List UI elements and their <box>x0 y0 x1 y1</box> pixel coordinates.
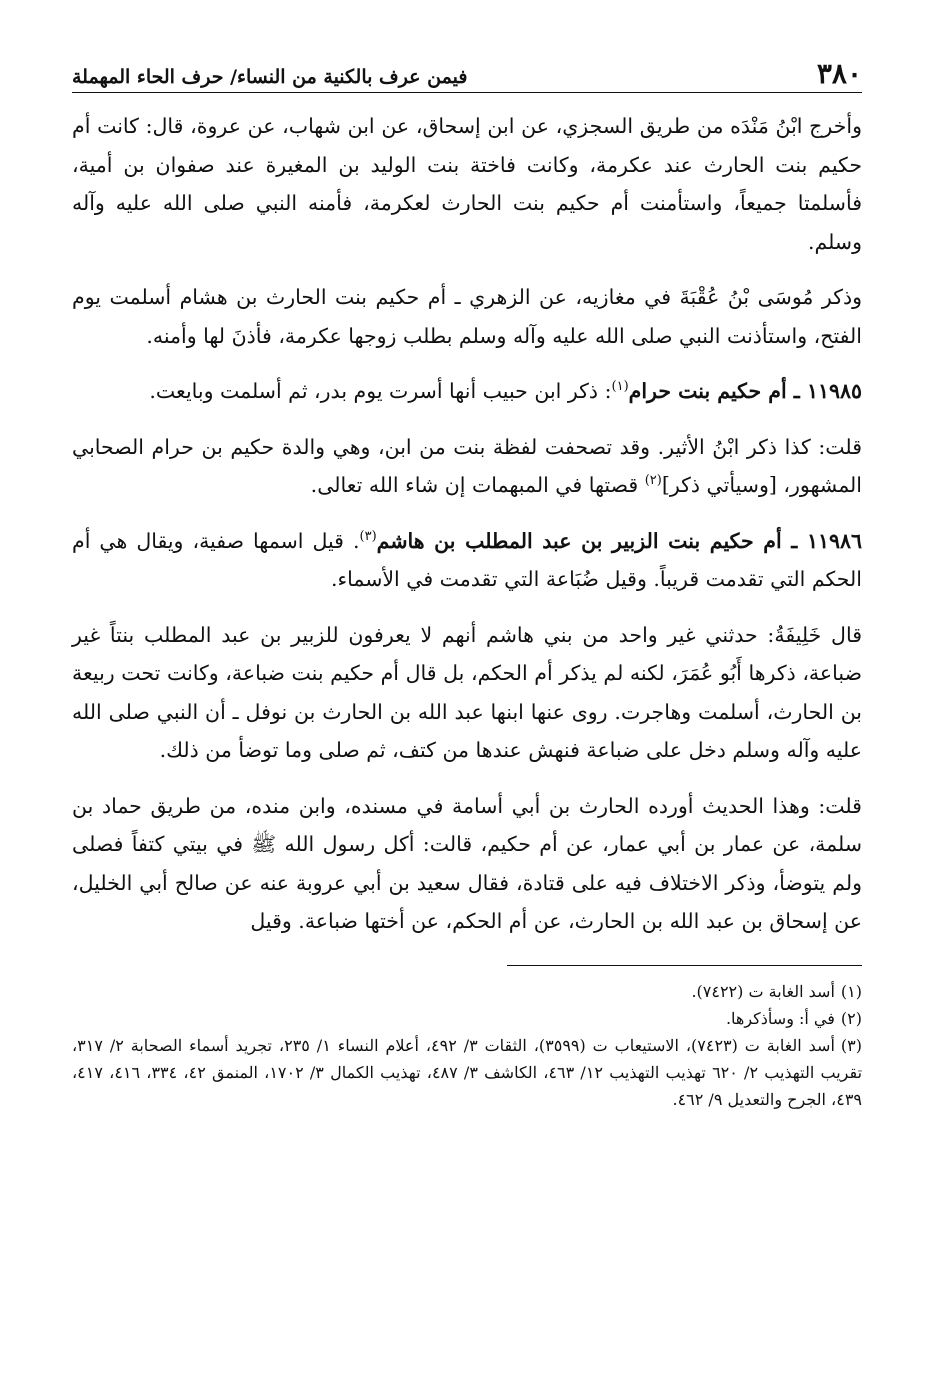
footnote-text: أسد الغابة ت (٧٤٢٣)، الاستيعاب ت (٣٥٩٩)، الثقات ٣/ ٤٩٢، أعلام النساء ١/ ٢٣٥، تجريد أسماء الصحابة ٢/ ٣١٧، تقريب التهذيب ٢/ ٦٢٠ تهذيب التهذيب ١٢/ ٤٦٣، الكاشف ٣/ ٤٨٧، تهذيب الكمال ٣/ ١٧٠٢، المنمق ٤٢، ٣٣٤، ٤١٦، ٤١٧، ٤٣٩، الجرح والتعديل ٩/ ٤٦٢. <box>72 1035 863 1109</box>
footnote-number: (١) <box>840 981 862 1001</box>
footnote-number: (٢) <box>840 1008 862 1028</box>
footnote <box>72 1032 862 1113</box>
note-text: قصتها في المبهمات إن شاء الله تعالى. <box>310 473 645 497</box>
footnote-separator <box>507 965 862 966</box>
paragraph: وأخرج ابْنُ مَنْدَه من طريق السجزي، عن ابن إسحاق، عن ابن شهاب، عن عروة، قال: كانت أم حكيم بنت الحارث عند عكرمة، وكانت فاختة بنت الوليد بن المغيرة عند صفوان بن أمية، فأسلمتا جميعاً، واستأمنت أم حكيم بنت الحارث لعكرمة، فأمنه النبي صلى الله عليه وآله وسلم. <box>72 114 862 254</box>
footnote <box>72 978 862 1005</box>
footnote-number: (٣) <box>840 1035 862 1055</box>
footnote-ref: (٣) <box>359 528 377 544</box>
paragraph: قال خَلِيفَةُ: حدثني غير واحد من بني هاشم أنهم لا يعرفون للزبير بن عبد المطلب بنتاً غير ضباعة، ذكرها أَبُو عُمَرَ، لكنه لم يذكر أم الحكم، بل قال أم حكيم بنت ضباعة، وكانت تحت ربيعة بن الحارث، أسلمت وهاجرت. روى عنها ابنها عبد الله بن الحارث بن نوفل ـ أن النبي صلى الله عليه وآله وسلم دخل على ضباعة فنهش عندها من كتف، ثم صلى وما توضأ من ذلك. <box>72 622 862 762</box>
entry-11986 <box>72 522 862 599</box>
note-text: قلت: كذا ذكر ابْنُ الأثير. وقد تصحفت لفظة بنت من ابن، وهي والدة حكيم بن حرام الصحابي المشهور، [وسيأتي ذكر] <box>72 434 862 497</box>
entry-heading: ١١٩٨٦ ـ أم حكيم بنت الزبير بن عبد المطلب بن هاشم <box>376 528 862 553</box>
footnote <box>72 1005 862 1032</box>
running-header <box>72 54 862 93</box>
entry-text: : ذكر ابن حبيب أنها أسرت يوم بدر، ثم أسلمت وبايعت. <box>149 379 612 403</box>
entry-11985 <box>72 372 862 411</box>
footnote-text: أسد الغابة ت (٧٤٢٢). <box>691 981 835 1001</box>
entry-heading: ١١٩٨٥ ـ أم حكيم بنت حرام <box>628 379 862 403</box>
note-paragraph <box>72 428 862 505</box>
footnote-ref: (١) <box>611 379 629 395</box>
page-number: ٣٨٠ <box>816 57 862 90</box>
footnote-text: في أ: وسأذكرها. <box>725 1008 835 1028</box>
footnotes <box>72 978 862 1113</box>
paragraph: وذكر مُوسَى بْنُ عُقْبَةَ في مغازيه، عن الزهري ـ أم حكيم بنت الحارث بن هشام أسلمت يوم الفتح، واستأذنت النبي صلى الله عليه وآله وسلم بطلب زوجها عكرمة، فأذنَ لها وأمنه. <box>72 285 862 348</box>
footnote-ref: (٢) <box>644 473 662 489</box>
entry-text: . قيل اسمها صفية، ويقال هي أم الحكم التي تقدمت قريباً. وقيل ضُبَاعة التي تقدمت في الأسماء. <box>72 528 862 591</box>
main-text <box>72 107 862 941</box>
running-title: فيمن عرف بالكنية من النساء/ حرف الحاء المهملة <box>72 66 468 88</box>
paragraph: قلت: وهذا الحديث أورده الحارث بن أبي أسامة في مسنده، وابن منده، من طريق حماد بن سلمة، عن عمار بن أبي عمار، عن أم حكيم، قالت: أكل رسول الله ﷺ في بيتي كتفاً فصلى ولم يتوضأ، وذكر الاختلاف فيه على قتادة، فقال سعيد بن أبي عروبة عنه عن صالح أبي الخليل، عن إسحاق بن عبد الله بن الحارث، عن أم الحكم، عن أختها ضباعة. وقيل <box>72 793 862 933</box>
footnote-separator-wrap <box>72 965 862 966</box>
